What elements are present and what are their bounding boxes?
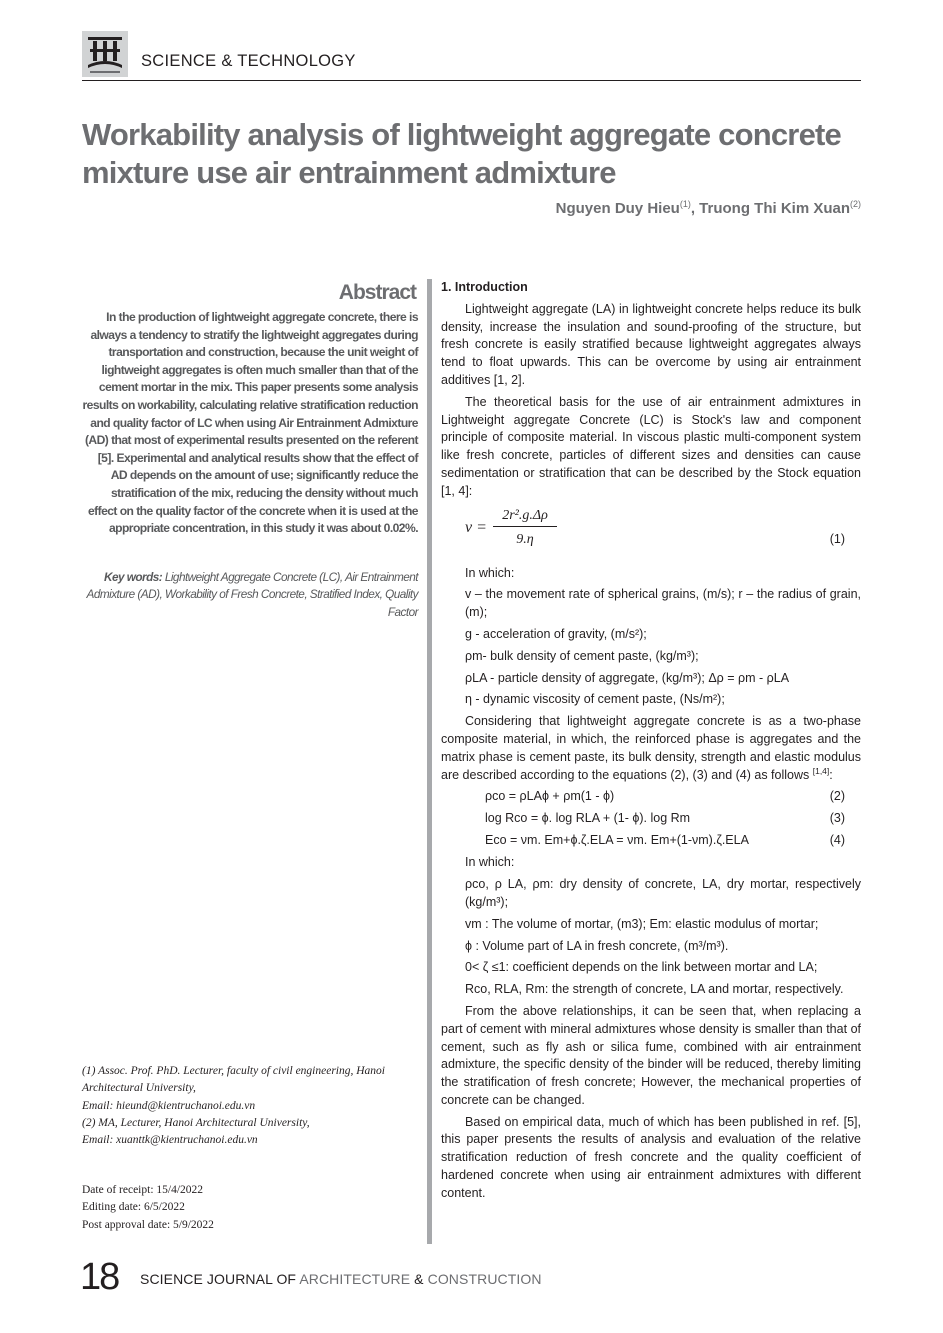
equation-1-fraction xyxy=(493,507,557,550)
section-heading: 1. Introduction xyxy=(441,280,528,294)
equation-4: Eco = νm. Em+ϕ.ζ.ELA = νm. Em+(1-νm).ζ.ELA (4) xyxy=(441,832,861,850)
definition-phi: ϕ : Volume part of LA in fresh concrete, (m³/m³). xyxy=(465,938,729,953)
abstract-body: In the production of lightweight aggregate concrete, there is always a tendency to stratify the lightweight aggregates during transportation and construction, because the unit weight of lightweight aggregates is often much smaller than that of the cement mortar in the mix. This paper presents some analysis results on workability, calculating relative stratification reduction and quality factor of LC when using Air Entrainment Admixture (AD) that most of experimental results presented on the referent [5]. Experimental and analytical results show that the effect of AD depends on the amount of use; significantly reduce the stratification of the mix, reducing the density without much effect on the quality factor of the concrete when it is used at the appropriate concentration, in this study it was about 0.02%. xyxy=(82,310,418,536)
affiliation-1: (1) Assoc. Prof. PhD. Lecturer, faculty of civil engineering, Hanoi Architectural University, xyxy=(82,1065,385,1095)
author-1: Nguyen Duy Hieu xyxy=(555,200,680,217)
in-which-label: In which: xyxy=(465,565,515,580)
definition-rho-co: ρco, ρ LA, ρm: dry density of concrete, LA, dry mortar, respectively (kg/m³); xyxy=(465,877,861,909)
date-editing: Editing date: 6/5/2022 xyxy=(82,1201,185,1214)
footer-journal-name: SCIENCE JOURNAL OF ARCHITECTURE & CONSTRUCTION xyxy=(140,1271,542,1287)
author-2: Truong Thi Kim Xuan xyxy=(699,200,850,217)
keywords xyxy=(82,569,418,621)
paragraph-3-ref: [1,4] xyxy=(812,765,830,776)
journal-logo-icon xyxy=(82,31,128,77)
equation-1-numerator: 2r².g.Δρ xyxy=(493,507,557,528)
keywords-list: Lightweight Aggregate Concrete (LC), Air Entrainment Admixture (AD), Workability of Fresh Concrete, Stratified Index, Quality Factor xyxy=(86,570,418,619)
date-receipt: Date of receipt: 15/4/2022 xyxy=(82,1184,204,1196)
definition-rho-m: ρm- bulk density of cement paste, (kg/m³); xyxy=(465,648,699,663)
affiliation-1-email: Email: hieund@kientruchanoi.edu.vn xyxy=(82,1099,256,1112)
paragraph-1: Lightweight aggregate (LA) in lightweight concrete helps reduce its bulk density, increase the insulation and sound-proofing of the structure, but fresh concrete is easily stratified because lightweight aggregates always tend to float upwards. This can be overcome by using air entrainment additives [1, 2]. xyxy=(441,301,861,387)
date-approval: Post approval date: 5/9/2022 xyxy=(82,1218,214,1231)
main-body xyxy=(441,279,861,1207)
affiliations xyxy=(82,1063,422,1149)
paragraph-2: The theoretical basis for the use of air entrainment admixtures in Lightweight aggregate Concrete (LC) is Stock's law and component principle of composite material. In viscous plastic multi-component system like fresh concrete, particles of different sizes and densities can cause sedimentation or stratification that can be described by the Stock equation [1, 4]: xyxy=(441,394,861,498)
author-line xyxy=(556,200,861,217)
equation-2-number: (2) xyxy=(829,789,845,804)
equation-4-number: (4) xyxy=(829,833,845,848)
definition-zeta: 0< ζ ≤1: coefficient depends on the link between mortar and LA; xyxy=(465,960,818,975)
definition-vm: vm : The volume of mortar, (m3); Em: elastic modulus of mortar; xyxy=(465,916,819,931)
header-section-title: SCIENCE & TECHNOLOGY xyxy=(141,52,356,70)
equation-2: ρco = ρLAϕ + ρm(1 - ϕ) (2) xyxy=(441,788,861,806)
article-dates xyxy=(82,1182,214,1234)
equation-3-number: (3) xyxy=(829,811,845,826)
abstract-heading: Abstract xyxy=(338,281,416,304)
definition-eta: η - dynamic viscosity of cement paste, (Ns/m²); xyxy=(465,692,725,707)
header-divider xyxy=(82,80,861,81)
definition-v: v – the movement rate of spherical grains, (m/s); r – the radius of grain, (m); xyxy=(465,587,861,620)
definition-g: g - acceleration of gravity, (m/s²); xyxy=(465,626,647,641)
equation-3: log Rco = ϕ. log RLA + (1- ϕ). log Rm (3) xyxy=(441,810,861,828)
paragraph-3: Considering that lightweight aggregate concrete is as a two-phase composite material, in which, the reinforced phase is aggregates and the matrix phase is cement paste, its bulk density, strength and elastic modulus are described according to the equations (2), (3) and (4) as follows [1,4]: xyxy=(441,714,861,782)
page-number: 18 xyxy=(80,1256,119,1298)
column-divider xyxy=(427,279,432,1244)
author-2-mark: (2) xyxy=(850,199,861,209)
keywords-label: Key words: xyxy=(104,570,163,584)
paper-title: Workability analysis of lightweight aggregate concrete mixture use air entrainment admixture xyxy=(82,117,841,190)
equation-1-lhs: v = xyxy=(465,518,487,536)
affiliation-2: (2) MA, Lecturer, Hanoi Architectural University, xyxy=(82,1116,310,1129)
equation-1-number: (1) xyxy=(829,531,845,546)
paragraph-5: Based on empirical data, much of which has been published in ref. [5], this paper presents the results of analysis and evaluation of the relative stratification reduction of fresh concrete and the quality coefficient of hardened concrete when using air entrainment admixtures with different content. xyxy=(441,1114,861,1200)
definition-rho-la: ρLA - particle density of aggregate, (kg/m³); Δρ = ρm - ρLA xyxy=(465,670,790,685)
author-1-mark: (1) xyxy=(679,199,691,209)
definition-r: Rco, RLA, Rm: the strength of concrete, LA and mortar, respectively. xyxy=(465,982,844,997)
in-which-label-2: In which: xyxy=(465,855,515,870)
equation-1-denominator: 9.η xyxy=(516,532,534,548)
equation-1 xyxy=(441,507,861,559)
author-separator: , xyxy=(690,200,700,217)
paragraph-4: From the above relationships, it can be seen that, when replacing a part of cement with mineral admixtures whose density is smaller than that of cement, such as fly ash or silica fume, combined with air entrainment admixture, the specific density of the binder will be reduced, thereby limiting the stratification of fresh concrete; However, the mechanical properties of concrete can be changed. xyxy=(441,1003,861,1107)
affiliation-2-email: Email: xuanttk@kientruchanoi.edu.vn xyxy=(82,1134,258,1147)
